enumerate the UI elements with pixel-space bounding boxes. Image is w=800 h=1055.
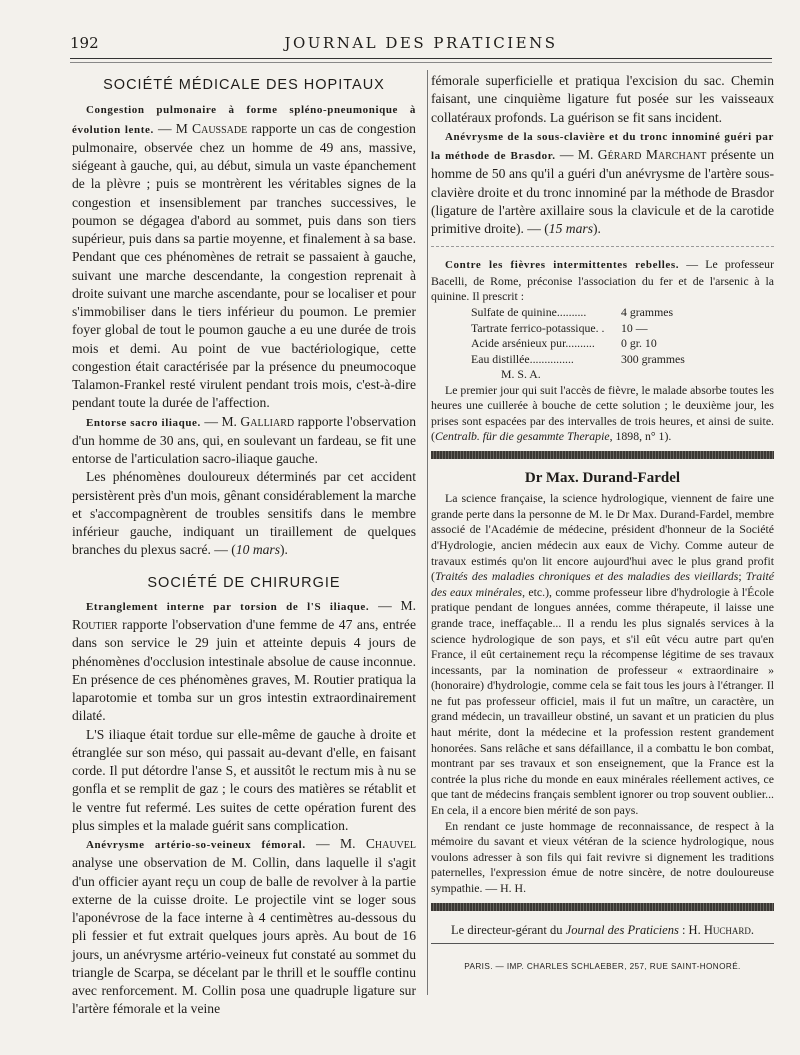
article-entorse-cont: Les phénomènes douloureux déterminés par cet accident persistèrent près d'un mois, gênant considérablement la marche et s'accompagnèrent de troubles sensitifs dans le membre inférieur gauche, indiquant un tiraillement de quelques branches du plexus sacré. — (10 mars). — [72, 469, 416, 558]
decorative-bar-bottom — [431, 903, 774, 911]
journal-title: JOURNAL DES PRATICIENS — [284, 34, 558, 52]
page-number: 192 — [70, 34, 99, 52]
formula-msa: M. S. A. — [501, 367, 541, 382]
obituary-title: Dr Max. Durand-Fardel — [524, 469, 681, 486]
article-femoral-cont: fémorale superficielle et pratiqua l'excision du sac. Chemin faisant, une cinquième ligature fut posée sur les vaisseaux collatéraux profonds. La guérison se fit sans incident. — [431, 73, 774, 125]
separator-dashed — [431, 246, 774, 247]
page-header — [70, 34, 772, 56]
article-anevrysme-femoral: Anévrysme artério-so-veineux fémoral. — M. Chauvel analyse une observation de M. Collin, dans laquelle il s'agit d'un officier ayant reçu un coup de balle de revolver à la partie externe de la cuisse droite. Le projectile vint se loger sous l'aponévrose de la face interne à 4 centimètres au-dessous du pli fessier et fut extrait quelques jours après. Au bout de 16 jours, un anévrysme artério-veineux fut constaté au sommet du triangle de Scarpa, se décelant par le thrill et le souffle continu avec renforcement. M. Collin posa une quadruple ligature sur l'artère fémorale et la veine — [72, 836, 416, 1017]
header-rule — [70, 58, 772, 59]
director-line: Le directeur-gérant du Journal des Praticiens : H. Huchard. — [451, 922, 754, 937]
article-fievres: Contre les fièvres intermittentes rebelles. — Le professeur Bacelli, de Rome, préconise l'association du fer et de l'arsenic à la quinine. Il prescrit : — [431, 257, 774, 304]
obituary-closing: En rendant ce juste hommage de reconnaissance, de respect à la mémoire du savant et vieux vétéran de la science hydrologique, nous voulons adresser à son fils qui fait revivre si dignement les traditions paternelles, l'expression émue de notre sincère, de notre douloureuse sympathie. — H. H. — [431, 818, 774, 895]
article-etranglement: Etranglement interne par torsion de l'S iliaque. — M. Routier rapporte l'observation d'une femme de 47 ans, entrée dans son service le 29 juin et atteinte depuis 4 jours de phénomènes d'occlusion intestinale absolue de cause inconnue. En présence de ces phénomènes graves, M. Routier pratiqua la laparotomie et tomba sur un gros intestin extraordinairement dilaté. — [72, 597, 416, 724]
decorative-bar — [431, 451, 774, 459]
section-title-hopitaux: SOCIÉTÉ MÉDICALE DES HOPITAUX — [103, 77, 385, 93]
obituary-text: La science française, la science hydrologique, viennent de faire une grande perte dans la personne de M. le Dr Max. Durand-Fardel, membre associé de l'Académie de médecine, président d'honneur de la Société d'Hydrologie, ancien médecin aux eaux de Vichy. Comme auteur de travaux estimés qu'on lit encore aujourd'hui avec le plus grand profit (Traités des maladies chroniques et des maladies des vieillards; Traité des eaux minérales, etc.), comme professeur libre d'hydrologie à l'École pratique pendant de longues années, comme thérapeute, il laisse une grande trace, ineffaçable... Il a rendu les plus signalés services à la science hydrologique de son pays, et s'il eût vécu autre part qu'en France, il eût certainement reçu la récompense légitime de ses travaux incessants, par la nomination de professeur « extraordinaire » (honoraire) d'hydrologie, comme cela se fait tous les jours à l'étranger. Il ne fut pas professeur officiel, mais il fut un maître, un caractère, un grand médecin, un travailleur obstiné, un savant et un praticien du plus haut mérite, dont la médecine et la profession restent grandement honorées. Sans relâche et sans défaillance, il a combattu le bon combat, montrant par ses travaux et son enseignement, que la France est la contrée la plus riche du monde en eaux minérales réellement actives, ce que tant de médecins français semblent ignorer ou trop souvent oublier... En cela, il a encore bien mérité de son pays. — [431, 491, 774, 818]
article-entorse: Entorse sacro iliaque. — M. Galliard rapporte l'observation d'un homme de 30 ans, qui, en soulevant un fardeau, se fit une entorse de l'articulation sacro-iliaque gauche. — [72, 413, 417, 466]
formula-row: Eau distillée............... 300 grammes — [471, 351, 685, 366]
article-congestion: Congestion pulmonaire à forme spléno-pneumonique à évolution lente. — M Caussade rapporte un cas de congestion pulmonaire, observée chez un homme de 49 ans, massive, siégeant à gauche, qui, au début, simula un vaste épanchement de la plèvre ; puis se montrèrent les véritables signes de la congestion et insensiblement par tranches successives, le poumon se dégagea d'abord au sommet, puis dans son tiers supérieur, puis dans sa partie moyenne, et finalement à sa base. Pendant que ces phénomènes de retrait se passaient à gauche, suivant une marche descendante, la congestion reprenait à droite suivant une marche ascendante, pour se localiser et pour s'immobiliser dans le tiers inférieur du poumon. Le premier foyer global de tout le poumon gauche a eu une durée de trois mois et demi. Au point de vue bactériologique, cette congestion était caractérisée par la présence du pneumocoque Talamon-Frankel resté virulent pendant trois mois, c'est-à-dire pendant toute la durée de l'affection. — [72, 104, 416, 411]
right-column — [431, 72, 774, 987]
section-title-chirurgie: SOCIÉTÉ DE CHIRURGIE — [147, 574, 341, 591]
prescription-formula — [431, 305, 774, 383]
formula-row: Tartrate ferrico-potassique. . 10 — — [471, 320, 648, 335]
article-brasdor: Anévrysme de la sous-clavière et du tronc innominé guéri par la méthode de Brasdor. — M. Gérard Marchant présente un homme de 50 ans qu'il a guéri d'un anévrysme de l'artère sous-clavière droite et du tronc innominé par la méthode de Brasdor (ligature de l'artère axillaire sous la clavicule et de la carotide primitive droite). — (15 mars). — [431, 130, 774, 236]
left-column — [72, 72, 417, 1017]
column-divider — [427, 70, 428, 995]
formula-row: Sulfate de quinine.......... 4 grammes — [471, 305, 674, 320]
footer-rule — [431, 943, 774, 944]
header-rule-thin — [70, 62, 772, 63]
formula-row: Acide arsénieux pur.......... 0 gr. 10 — [471, 336, 657, 351]
article-fievres-cont: Le premier jour qui suit l'accès de fièvre, le malade absorbe toutes les heures une cuillerée à bouche de cette solution ; le deuxième jour, les prises sont espacées par des intervalles de trois heures, et ainsi de suite. (Centralb. für die gesammte Therapie, 1898, n° 1). — [431, 382, 774, 444]
article-etranglement-cont: L'S iliaque était tordue sur elle-même de gauche à droite et étranglée sur son méso, qui passait au-devant d'elle, en faisant corde. Il put détordre l'anse S, et aussitôt le rectum mis à nu se gonfla et se remplit de gaz ; le cours des matières se rétablit et le ventre fut refermé. Les suites de cette opération furent des plus simples et la malade guérit sans complication. — [72, 726, 416, 833]
printer-line: PARIS. — IMP. CHARLES SCHLAEBER, 257, RUE SAINT-HONORÉ. — [464, 961, 741, 971]
